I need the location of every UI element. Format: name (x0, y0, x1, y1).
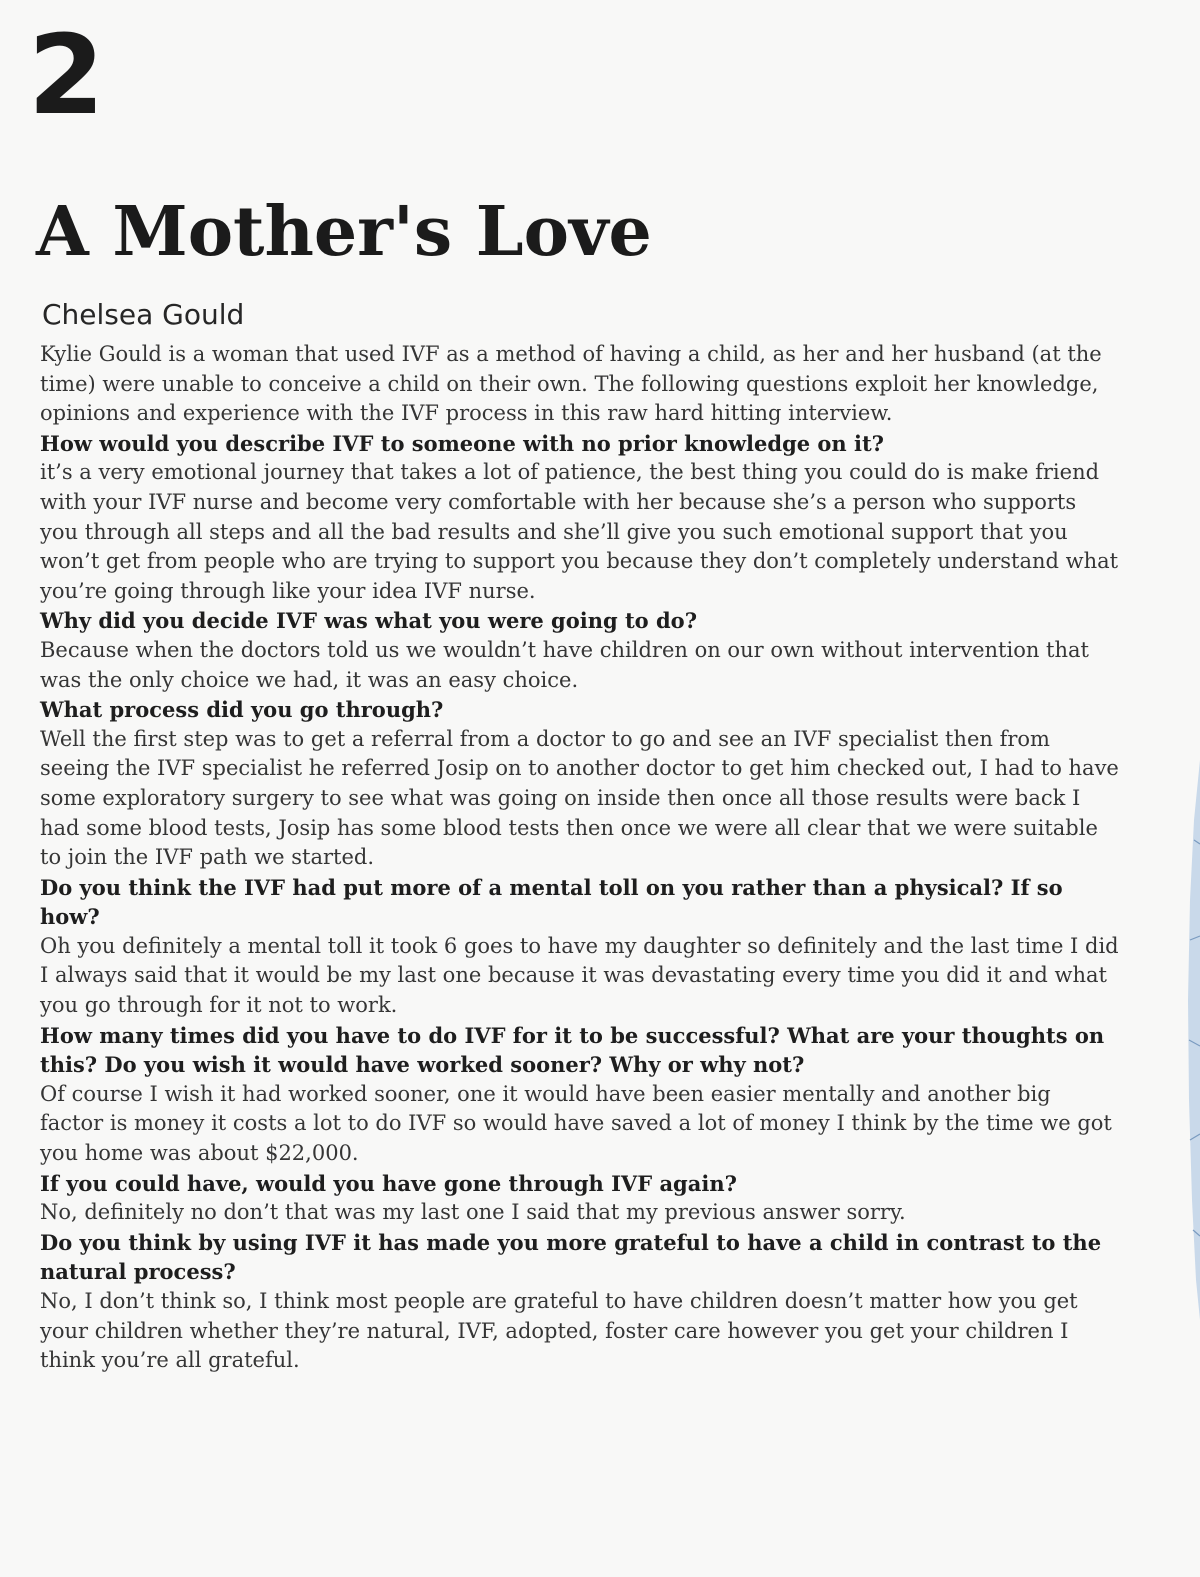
interview-answer: Well the first step was to get a referral from a doctor to go and see an IVF specialist then from seeing the IVF specialist he referred Josip on to another doctor to get him checked out, I had to have some exploratory surgery to see what was going on inside then once all those results were back I had some blood tests, Josip has some blood tests then once we were all clear that we were suitable to join the IVF path we started. (40, 726, 1119, 870)
interview-answer: it’s a very emotional journey that takes a lot of patience, the best thing you could do is make friend with your IVF nurse and become very comfortable with her because she’s a person who supports you through all steps and all the bad results and she’ll give you such emotional support that you won’t get from people who are trying to support you because they don’t completely understand what you’re going through like your idea IVF nurse. (40, 460, 1119, 603)
interview-answer: No, definitely no don’t that was my last one I said that my previous answer sorry. (40, 1200, 906, 1225)
interview-answer: Because when the doctors told us we wouldn’t have children on our own without intervention that was the only choice we had, it was an easy choice. (40, 637, 1089, 692)
interview-question: Do you think by using IVF it has made you more grateful to have a child in contrast to the natural process? (40, 1229, 1102, 1285)
interview-question: Do you think the IVF had put more of a mental toll on you rather than a physical? If so how? (40, 874, 1063, 930)
article-body (40, 340, 1120, 1376)
edge-illustration (1184, 760, 1200, 1320)
interview-question: How many times did you have to do IVF for it to be successful? What are your thoughts on this? Do you wish it would have worked sooner? Why or why not? (40, 1022, 1105, 1078)
interview-question: What process did you go through? (40, 697, 444, 723)
interview-answer: Of course I wish it had worked sooner, one it would have been easier mentally and another big factor is money it costs a lot to do IVF so would have saved a lot of money I think by the time we got you home was about $22,000. (40, 1081, 1112, 1166)
interview-answer: Oh you definitely a mental toll it took 6 goes to have my daughter so definitely and the last time I did I always said that it would be my last one because it was devastating every time you did it and what you go through for it not to work. (40, 933, 1119, 1018)
page-number: 2 (28, 11, 103, 139)
article-author: Chelsea Gould (42, 298, 245, 331)
article-title: A Mother's Love (36, 192, 652, 272)
article-intro: Kylie Gould is a woman that used IVF as a method of having a child, as her and her husband (at the time) were unable to conceive a child on their own. The following questions exploit her knowledge, opinions and experience with the IVF process in this raw hard hitting interview. (40, 342, 1102, 426)
interview-question: How would you describe IVF to someone with no prior knowledge on it? (40, 430, 884, 456)
interview-question: If you could have, would you have gone through IVF again? (40, 1170, 737, 1196)
interview-question: Why did you decide IVF was what you were going to do? (40, 608, 697, 634)
interview-answer: No, I don’t think so, I think most people are grateful to have children doesn’t matter how you get your children whether they’re natural, IVF, adopted, foster care however you get your children I think you’re all grateful. (40, 1289, 1078, 1373)
